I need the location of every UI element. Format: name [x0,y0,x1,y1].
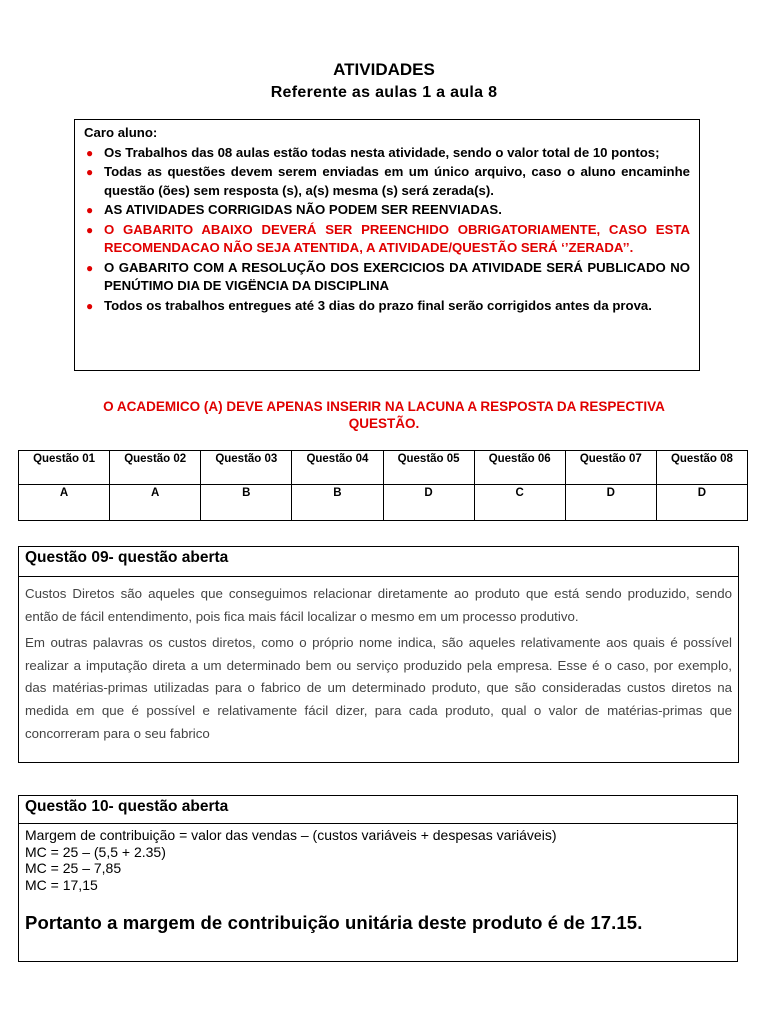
notice-list [84,144,690,316]
question-9-answer[interactable] [19,577,738,745]
question-header: Questão 05 [383,451,474,485]
notice-box [74,119,700,371]
notice-item-text: O GABARITO COM A RESOLUÇÃO DOS EXERCICIOS DA ATIVIDADE SERÁ PUBLICADO NO PENÚTIMO DIA DE VIGËNCIA DA DISCIPLINA [104,259,690,293]
notice-item-text: AS ATIVIDADES CORRIGIDAS NÃO PODEM SER REENVIADAS. [104,202,502,217]
answer-table-answer-row [19,485,748,521]
answer-conclusion: Portanto a margem de contribuição unitária deste produto é de 17.15. [25,912,643,933]
bullet-icon: ● [86,260,94,275]
notice-item-warning [84,221,690,258]
answer-cell[interactable]: D [565,485,656,521]
notice-item [84,144,690,163]
answer-cell[interactable]: B [292,485,383,521]
notice-item [84,297,690,316]
answer-cell[interactable]: A [19,485,110,521]
question-header: Questão 02 [110,451,201,485]
question-header: Questão 06 [474,451,565,485]
notice-greeting: Caro aluno: [84,125,158,140]
answer-paragraph: Custos Diretos são aqueles que conseguimos relacionar diretamente ao produto que está sendo produzido, sendo então de fácil entendimento, pois fica mais fácil localizar o mesmo em um processo produtivo. [25,586,732,624]
answer-table-header-row [19,451,748,485]
page-subtitle: Referente as aulas 1 a aula 8 [270,84,498,101]
bullet-icon: ● [86,145,94,160]
question-9-box [18,546,739,763]
question-header: Questão 04 [292,451,383,485]
question-10-answer[interactable] [19,824,737,932]
notice-item [84,201,690,220]
question-header: Questão 08 [656,451,747,485]
answer-cell[interactable]: B [201,485,292,521]
notice-item [84,163,690,200]
instruction-text: O ACADEMICO (A) DEVE APENAS INSERIR NA LACUNA A RESPOSTA DA RESPECTIVA QUESTÃO. [103,399,665,431]
question-10-box [18,795,738,962]
answer-line: MC = 25 – 7,85 [25,860,122,876]
notice-item-text: Os Trabalhos das 08 aulas estão todas nesta atividade, sendo o valor total de 10 pontos; [104,144,660,160]
question-9-heading: Questão 09- questão aberta [19,547,738,577]
question-10-heading: Questão 10- questão aberta [19,796,737,824]
answer-table [18,450,748,521]
notice-item-text: O GABARITO ABAIXO DEVERÁ SER PREENCHIDO OBRIGATORIAMENTE, CASO ESTA RECOMENDACAO NÃO SEJA ATENTIDA, A ATIVIDADE/QUESTÃO SERÁ ‘’ZERADA’’. [104,221,690,255]
answer-cell[interactable]: C [474,485,565,521]
bullet-icon: ● [86,298,94,313]
bullet-icon: ● [86,222,94,237]
answer-cell[interactable]: D [383,485,474,521]
answer-cell[interactable]: A [110,485,201,521]
bullet-icon: ● [86,165,94,179]
answer-line: MC = 25 – (5,5 + 2.35) [25,843,166,860]
answer-paragraph: Em outras palavras os custos diretos, como o próprio nome indica, são aqueles relativamente aos quais é possível realizar a imputação direta a um determinado bem ou serviço produzido pela empresa. Esse é o caso, por exemplo, das matérias-primas utilizadas para o fabrico de um determinado produto, que são consideradas custos diretos na medida em que é possível e relativamente fácil dizer, para cada produto, qual o valor de matérias-primas que concorreram para o seu fabrico [25,635,732,741]
answer-line: Margem de contribuição = valor das vendas – (custos variáveis + despesas variáveis) [25,827,557,843]
question-header: Questão 01 [19,451,110,485]
notice-item [84,259,690,296]
bullet-icon: ● [86,203,94,217]
answer-cell[interactable]: D [656,485,747,521]
notice-item-text: Todos os trabalhos entregues até 3 dias do prazo final serão corrigidos antes da prova. [104,297,652,313]
answer-line: MC = 17,15 [25,876,98,893]
page-title: ATIVIDADES [333,60,435,79]
notice-item-text: Todas as questões devem serem enviadas em um único arquivo, caso o aluno encaminhe questão (ões) sem resposta (s), a(s) mesma (s) será zerada(s). [104,164,690,198]
question-header: Questão 03 [201,451,292,485]
question-header: Questão 07 [565,451,656,485]
